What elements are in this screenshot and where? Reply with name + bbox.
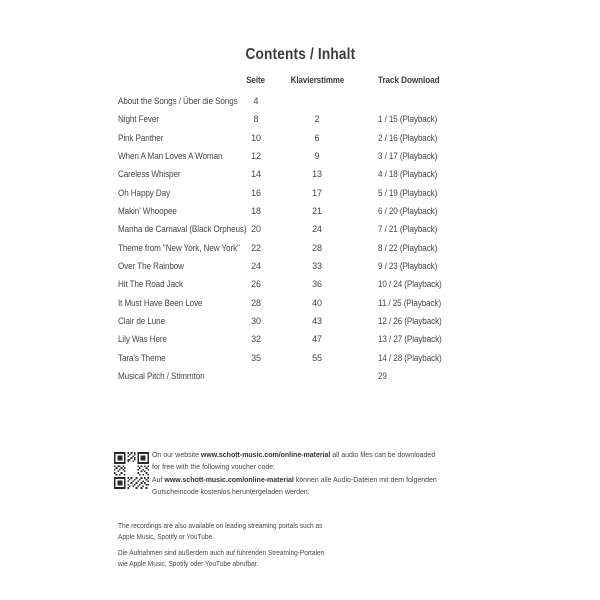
seite-cell: 30 xyxy=(251,316,261,327)
klavierstimme-cell: 13 xyxy=(312,169,322,180)
seite-cell: 14 xyxy=(251,169,261,180)
track-cell: 13 / 27 (Playback) xyxy=(378,334,442,345)
klavierstimme-cell: 43 xyxy=(312,316,322,327)
klavierstimme-cell: 21 xyxy=(312,206,322,217)
page-title xyxy=(0,46,600,64)
voucher-line-2: for free with the following voucher code: xyxy=(152,462,276,472)
song-title-cell: Over The Rainbow xyxy=(118,261,184,272)
track-cell xyxy=(362,96,484,106)
table-row xyxy=(118,298,484,316)
klavierstimme-cell: 28 xyxy=(312,242,322,253)
seite-cell: 32 xyxy=(251,334,261,345)
track-cell: 3 / 17 (Playback) xyxy=(378,151,438,162)
table-row xyxy=(118,261,484,279)
song-title-cell: Hit The Road Jack xyxy=(118,279,183,290)
seite-cell: 10 xyxy=(251,132,261,143)
streaming-info-section xyxy=(118,520,358,574)
streaming-paragraph-en: The recordings are also available on leading streaming portals such as Apple Music, Spotify or YouTube. xyxy=(118,521,323,542)
table-header-row xyxy=(118,75,484,96)
seite-cell: 4 xyxy=(253,96,259,106)
song-title-cell: About the Songs / Über die Songs xyxy=(118,96,238,106)
song-title-cell: Oh Happy Day xyxy=(118,187,171,198)
song-title-cell: Tara's Theme xyxy=(118,352,166,363)
voucher-line-4: Gutscheincode kostenlos heruntergeladen werden: xyxy=(152,487,310,497)
download-info-section xyxy=(114,449,460,499)
klavierstimme-cell: 2 xyxy=(314,114,320,125)
table-row xyxy=(118,353,484,371)
song-title-cell: Makin' Whoopee xyxy=(118,206,177,217)
page-title-text: Contents / Inhalt xyxy=(245,46,355,63)
seite-cell: 18 xyxy=(251,206,261,217)
track-cell: 2 / 16 (Playback) xyxy=(378,132,438,143)
seite-cell: 35 xyxy=(251,352,261,363)
contents-table xyxy=(118,75,484,390)
voucher-line-3: Auf www.schott-music.com/online-material können alle Audio-Dateien mit dem folgenden xyxy=(152,474,437,484)
klavierstimme-cell: 47 xyxy=(312,334,322,345)
voucher-line-1: On our website www.schott-music.com/online-material all audio files can be downloaded xyxy=(152,450,436,459)
klavierstimme-cell: 9 xyxy=(314,151,320,162)
track-cell: 12 / 26 (Playback) xyxy=(378,316,442,327)
song-title-cell: Theme from "New York, New York" xyxy=(118,242,240,253)
klavierstimme-cell: 17 xyxy=(312,187,322,198)
table-row xyxy=(118,96,484,114)
table-row xyxy=(118,188,484,206)
column-header-track-download: Track Download xyxy=(378,75,440,85)
song-title-cell: Manha de Carnaval (Black Orpheus) xyxy=(118,224,247,235)
song-title-cell: Clair de Lune xyxy=(118,316,166,327)
track-cell: 5 / 19 (Playback) xyxy=(378,187,438,198)
table-row xyxy=(118,206,484,224)
track-cell: 7 / 21 (Playback) xyxy=(378,224,438,235)
track-cell: 10 / 24 (Playback) xyxy=(378,279,442,290)
qr-code-icon xyxy=(114,452,149,489)
track-cell: 4 / 18 (Playback) xyxy=(378,169,438,180)
song-title-cell: When A Man Loves A Woman xyxy=(118,151,223,162)
voucher-text xyxy=(152,449,460,499)
song-title-cell: Night Fever xyxy=(118,114,159,125)
track-cell: 14 / 28 (Playback) xyxy=(378,352,442,363)
seite-cell: 26 xyxy=(251,279,261,290)
seite-cell: 12 xyxy=(251,151,261,162)
schott-url: www.schott-music.com/online-material xyxy=(164,474,294,484)
song-title-cell: It Must Have Been Love xyxy=(118,297,203,308)
table-row xyxy=(118,243,484,261)
klavierstimme-cell: 40 xyxy=(312,297,322,308)
klavierstimme-cell: 6 xyxy=(314,132,320,143)
table-row xyxy=(118,316,484,334)
song-title-cell: Careless Whisper xyxy=(118,169,181,180)
song-title-cell: Pink Panther xyxy=(118,132,164,143)
song-title-cell: Lily Was Here xyxy=(118,334,167,345)
track-cell: 1 / 15 (Playback) xyxy=(378,114,438,125)
track-cell: 29 xyxy=(378,371,387,382)
track-cell: 11 / 25 (Playback) xyxy=(378,297,442,308)
column-header-seite: Seite xyxy=(246,75,266,85)
table-row xyxy=(118,133,484,151)
seite-cell: 8 xyxy=(253,114,259,125)
klavierstimme-cell: 33 xyxy=(312,261,322,272)
seite-cell: 16 xyxy=(251,187,261,198)
seite-cell: 24 xyxy=(251,261,261,272)
seite-cell: 28 xyxy=(251,297,261,308)
track-cell: 6 / 20 (Playback) xyxy=(378,206,438,217)
table-row xyxy=(118,151,484,169)
column-header-klavierstimme: Klavierstimme xyxy=(290,75,344,85)
streaming-paragraph-de: Die Aufnahmen sind außerdem auch auf führenden Streaming-Portalen wie Apple Music, Spotify oder YouTube abrufbar. xyxy=(118,548,325,569)
klavierstimme-cell: 55 xyxy=(312,352,322,363)
schott-url: www.schott-music.com/online-material xyxy=(200,450,331,459)
table-row xyxy=(118,279,484,297)
table-row xyxy=(118,114,484,132)
table-row xyxy=(118,371,484,389)
track-cell: 9 / 23 (Playback) xyxy=(378,261,438,272)
klavierstimme-cell: 36 xyxy=(312,279,322,290)
table-row xyxy=(118,224,484,242)
song-title-cell: Musical Pitch / Stimmton xyxy=(118,371,205,382)
table-row xyxy=(118,334,484,352)
seite-cell: 22 xyxy=(251,242,261,253)
seite-cell: 20 xyxy=(251,224,261,235)
track-cell: 8 / 22 (Playback) xyxy=(378,242,438,253)
klavierstimme-cell: 24 xyxy=(312,224,322,235)
table-row xyxy=(118,169,484,187)
